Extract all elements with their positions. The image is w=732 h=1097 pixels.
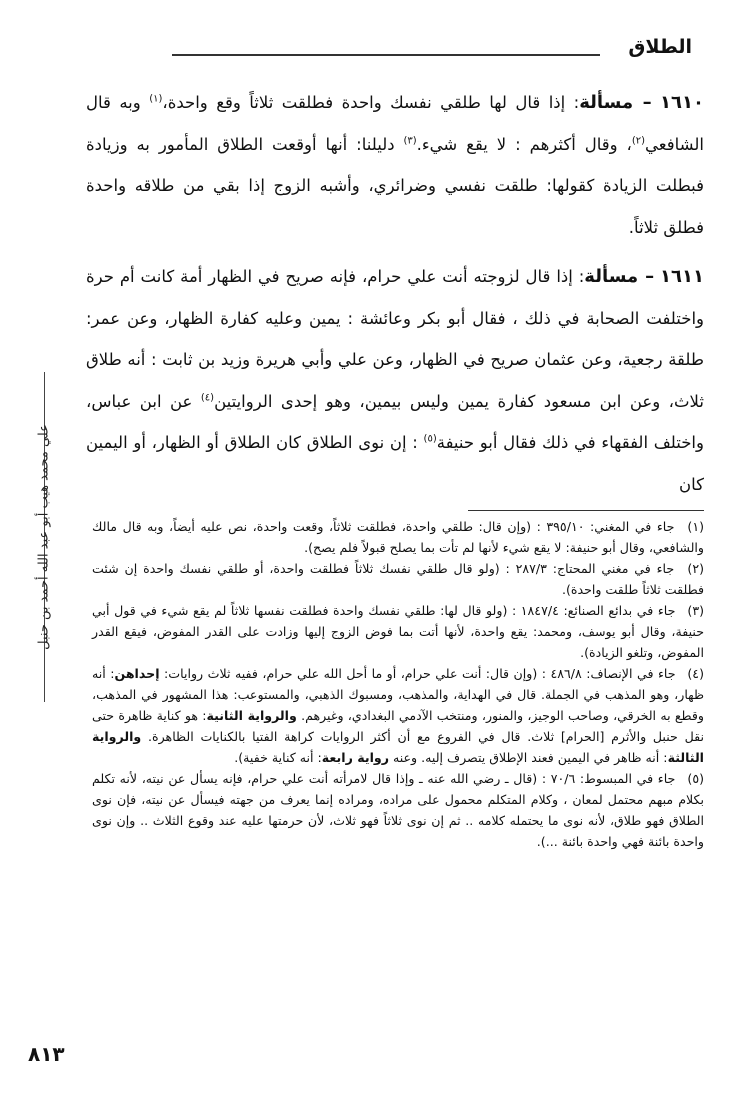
footnote-emphasis: والرواية الثالثة [92, 729, 704, 765]
footnote-ref[interactable]: (٣) [403, 135, 417, 146]
footnote-text: جاء في المبسوط: ٧٠/٦ : (قال ـ رضي الله عنه ـ وإذا قال لامرأته أنت علي حرام، فإنه يسأل عن نيته، لأنه تكلم بكلام مبهم محتمل لمعان ، وكلام المتكلم محمول على مراده، ومراده إنما يعرف من جهته فيسأل عن نيته، فإن نوى الطلاق فهو طلاق، لأنه نوى ما يحتمله كلامه .. ثم إن نوى ثلاثاً فهو ثلاث، لأن حرمتها عليه عند وقوع الثلاث .. وإن نوى واحدة بائنة فهي واحدة بائنة ...). [92, 771, 704, 849]
issue-text: عن ابن عباس، واختلف الفقهاء في ذلك فقال أبو حنيفة [86, 391, 704, 452]
footnote-rule [468, 510, 704, 511]
footnotes [92, 516, 704, 852]
issue-1611: ١٦١١ – مسألة: إذا قال لزوجته أنت علي حرام، فإنه صريح في الظهار أمة كانت أم حرة واختلفت الصحابة في ذلك ، فقال أبو بكر وعائشة : يمين وعليه كفارة الظهار، وعن عمر: طلقة رجعية، وعن عثمان صريح في الظهار، وعن علي وأبي هريرة وزيد بن ثابت : أنه طلاق ثلاث، وعن ابن مسعود كفارة يمين وليس بيمين، وهو إحدى الروايتين$^{(٤)}$ عن ابن عباس، واختلف الفقهاء في ذلك فقال أبو حنيفة$^{(٥)}$ : إن نوى الطلاق كان الطلاق أو الظهار، أو اليمين كان [86, 266, 704, 494]
footnote-text: جاء في بدائع الصنائع: ١٨٤٧/٤ : (ولو قال لها: طلقي نفسك واحدة فطلقت نفسها ثلاثاً لم يقع شيء في قول أبي حنيفة، وقال أبو يوسف، ومحمد: يقع واحدة، لأنها أتت بما فوض الزوج إليها وزادت على القدر المفوض، فيقع القدر المفوض، وتلغو الزيادة). [92, 603, 704, 660]
footnote-number: (٤) [687, 666, 704, 681]
footnote-number: (٥) [687, 771, 704, 786]
footnote [92, 768, 704, 852]
issue-1610: ١٦١٠ – مسألة: إذا قال لها طلقي نفسك واحدة فطلقت ثلاثاً وقع واحدة،$^{(١)}$ وبه قال الشافعي$^{(٢)}$، وقال أكثرهم : لا يقع شيء.$^{(٣)}$ دليلنا: أنها أوقعت الطلاق المأمور به وزيادة فبطلت الزيادة كقولها: طلقت نفسي وضرائري، وأشبه الزوج إذا بقي من طلاقه واحدة فطلق ثلاثاً. [86, 92, 704, 237]
issue-text: ، وقال أكثرهم : لا يقع شيء. [416, 134, 632, 154]
footnote-number: (٣) [687, 603, 704, 618]
footnote [92, 663, 704, 768]
main-text [86, 82, 704, 505]
footnote-text: : أنه ظهار، وهو المذهب في الجملة. قال في الهداية، والمذهب، ومسبوك الذهبي، والمستوعب: هذا المشهور في المذهب، وقطع به الخرقي، وصاحب الوجيز، والمنور، ومنتخب الآدمي البغدادي، وغيرهم. [92, 666, 704, 723]
issue-text: : إذا قال لزوجته أنت علي حرام، فإنه صريح في الظهار أمة كانت أم حرة واختلفت الصحابة في ذلك ، فقال أبو بكر وعائشة : يمين وعليه كفارة الظهار، وعن عمر: طلقة رجعية، وعن عثمان صريح في الظهار، وعن علي وأبي هريرة وزيد بن ثابت : أنه طلاق ثلاث، وعن ابن مسعود كفارة يمين وليس بيمين، وهو إحدى الروايتين [86, 267, 704, 411]
footnote-text: : هو كناية ظاهرة حتى نقل حنبل والأثرم [الحرام] ثلاث. قال في الفروع مع أن أكثر الروايات كراهة الفتيا بالكنايات الظاهرة. [92, 708, 704, 744]
margin-stamp [14, 372, 74, 702]
issue-label: مسألة [584, 266, 639, 287]
footnote-emphasis: إحداهن [114, 666, 160, 681]
issue-number: ١٦١٠ [660, 92, 704, 113]
issue-text: : إذا قال لها طلقي نفسك واحدة فطلقت ثلاثاً وقع واحدة، [162, 93, 580, 112]
page-number: ٨١٣ [28, 1042, 65, 1066]
footnote-text: : أنه كناية خفية). [234, 750, 322, 765]
footnote [92, 558, 704, 600]
footnote-number: (١) [687, 519, 704, 534]
footnote-number: (٢) [687, 561, 704, 576]
footnote-text: جاء في مغني المحتاج: ٢٨٧/٣ : (ولو قال طلقي نفسك ثلاثاً فطلقت واحدة، أو طلقي نفسك واحدة إن شئت فطلقت ثلاثاً طلقت واحدة). [92, 561, 704, 597]
footnote [92, 600, 704, 663]
issue-label: مسألة [579, 92, 634, 113]
footnote-ref[interactable]: (٥) [423, 433, 437, 445]
footnote [92, 516, 704, 558]
footnote-ref[interactable]: (٢) [631, 135, 646, 146]
footnote-ref[interactable]: (١) [149, 93, 163, 105]
page-title: الطلاق [628, 36, 692, 58]
issue-text: : إن نوى الطلاق كان الطلاق أو الظهار، أو اليمين كان [86, 433, 704, 494]
margin-stamp-text: علي محمد هيب أبو عبد الله أحمد بن حنبل [36, 424, 52, 650]
issue-text: وبه قال الشافعي [86, 93, 704, 154]
footnote-emphasis: رواية رابعة [321, 750, 389, 765]
footnote-text: : أنه ظاهر في اليمين فعند الإطلاق يتصرف إليه. وعنه [392, 750, 668, 765]
header-rule [172, 54, 600, 56]
footnote-text: جاء في الإنصاف: ٤٨٦/٨ : (وإن قال: أنت علي حرام، أو ما أحل الله علي حرام، ففيه ثلاث روايات: [164, 666, 676, 681]
footnote-ref[interactable]: (٤) [200, 392, 215, 403]
issue-number: ١٦١١ [660, 266, 704, 287]
footnote-emphasis: والرواية الثانية [206, 708, 297, 723]
issue-text: دليلنا: أنها أوقعت الطلاق المأمور به وزيادة فبطلت الزيادة كقولها: طلقت نفسي وضرائري، وأشبه الزوج إذا بقي من طلاقه واحدة فطلق ثلاثاً. [86, 134, 704, 237]
footnote-text: جاء في المغني: ٣٩٥/١٠ : (وإن قال: طلقي واحدة، فطلقت ثلاثاً، وقعت واحدة، نص عليه أيضاً، وبه قال مالك والشافعي، وقال أبو حنيفة: لا يقع شيء لأنها لم تأت بما يصلح قبولاً فلم يصح). [92, 519, 704, 555]
